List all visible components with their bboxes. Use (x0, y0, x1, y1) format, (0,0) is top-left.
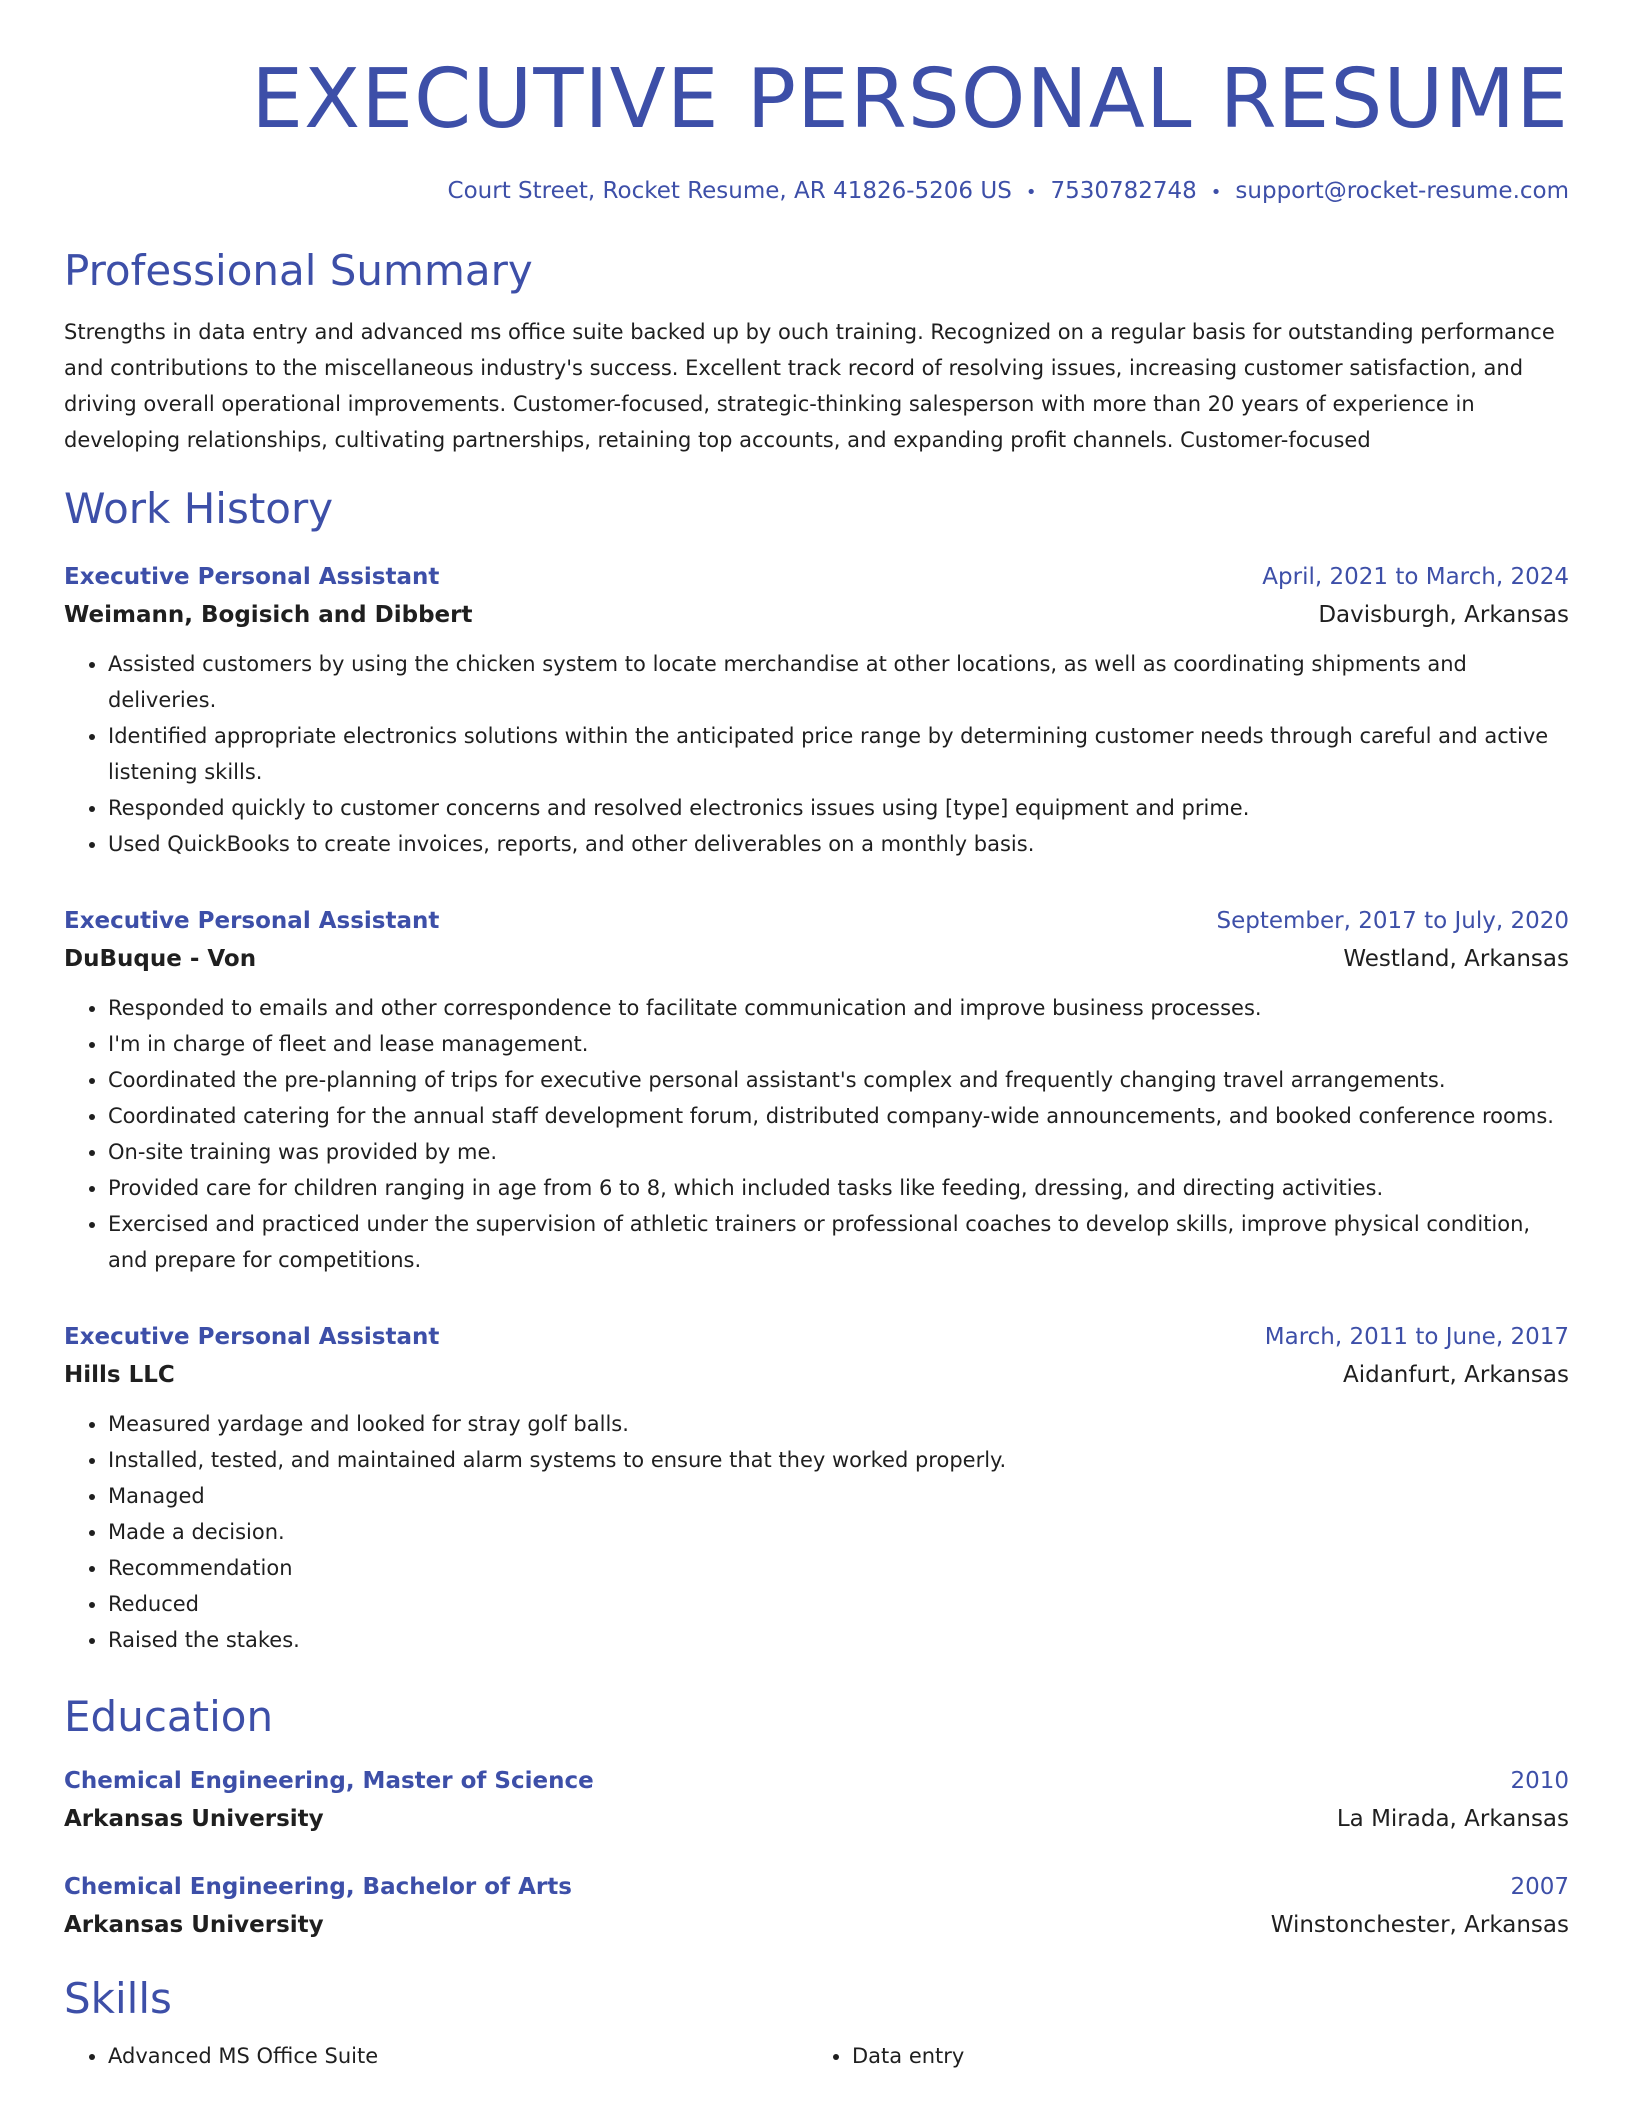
job-entry (64, 1318, 1569, 1658)
skill-item: • Data entry (852, 2038, 1552, 2074)
job-role: Executive Personal Assistant (64, 1324, 440, 1350)
contact-address: Court Street, Rocket Resume, AR 41826-5206 US (447, 178, 1012, 204)
job-bullet: • Provided care for children ranging in age from 6 to 8, which included tasks like feeding, dressing, and directing activities. (108, 1170, 1569, 1206)
job-dates: April, 2021 to March, 2024 (1262, 564, 1569, 590)
job-bullet: • Exercised and practiced under the supervision of athletic trainers or professional coaches to develop skills, improve physical condition, and prepare for competitions. (108, 1206, 1569, 1278)
job-bullet: • On-site training was provided by me. (108, 1134, 1569, 1170)
education-school: Arkansas University (64, 1806, 324, 1832)
job-entry (64, 558, 1569, 862)
job-bullet: • Identified appropriate electronics solutions within the anticipated price range by determining customer needs through careful and active listening skills. (108, 718, 1569, 790)
job-bullets (64, 1406, 1569, 1658)
job-bullet: • Reduced (108, 1586, 1569, 1622)
skills-column-right (808, 2038, 1552, 2074)
separator-dot: • (1025, 182, 1037, 203)
job-bullet: • Recommendation (108, 1550, 1569, 1586)
education-degree: Chemical Engineering, Bachelor of Arts (64, 1874, 572, 1900)
job-bullet: • Assisted customers by using the chicken system to locate merchandise at other locations, as well as coordinating shipments and deliveries. (108, 646, 1569, 718)
resume-page (64, 50, 1569, 2074)
education-school: Arkansas University (64, 1912, 324, 1938)
education-degree: Chemical Engineering, Master of Science (64, 1768, 594, 1794)
job-role: Executive Personal Assistant (64, 908, 440, 934)
job-bullet: • Made a decision. (108, 1514, 1569, 1550)
job-location: Aidanfurt, Arkansas (1342, 1362, 1569, 1388)
skill-item: • Advanced MS Office Suite (108, 2038, 808, 2074)
job-bullet: • Raised the stakes. (108, 1622, 1569, 1658)
job-bullet: • Used QuickBooks to create invoices, reports, and other deliverables on a monthly basis. (108, 826, 1569, 862)
section-title-skills: Skills (64, 1974, 172, 2023)
job-bullet: • Responded to emails and other correspondence to facilitate communication and improve business processes. (108, 990, 1569, 1026)
job-entry (64, 902, 1569, 1278)
section-title-work-history: Work History (64, 484, 334, 533)
job-location: Davisburgh, Arkansas (1318, 602, 1569, 628)
job-employer: Weimann, Bogisich and Dibbert (64, 602, 473, 628)
job-role: Executive Personal Assistant (64, 564, 440, 590)
separator-dot: • (1210, 182, 1222, 203)
contact-line (64, 176, 1569, 208)
education-entry (64, 1762, 1569, 1838)
education-year: 2010 (1510, 1768, 1569, 1794)
job-bullet: • Coordinated the pre-planning of trips for executive personal assistant's complex and frequently changing travel arrangements. (108, 1062, 1569, 1098)
job-dates: March, 2011 to June, 2017 (1264, 1324, 1569, 1350)
section-title-education: Education (64, 1692, 274, 1741)
education-entry (64, 1868, 1569, 1944)
job-bullet: • Managed (108, 1478, 1569, 1514)
job-bullet: • I'm in charge of fleet and lease management. (108, 1026, 1569, 1062)
education-year: 2007 (1510, 1874, 1569, 1900)
resume-title: EXECUTIVE PERSONAL RESUME (251, 52, 1569, 147)
job-employer: Hills LLC (64, 1362, 175, 1388)
job-bullet: • Installed, tested, and maintained alarm systems to ensure that they worked properly. (108, 1442, 1569, 1478)
education-location: La Mirada, Arkansas (1336, 1806, 1569, 1832)
skills-column-left (64, 2038, 808, 2074)
contact-phone[interactable]: 7530782748 (1050, 178, 1197, 204)
education-location: Winstonchester, Arkansas (1270, 1912, 1569, 1938)
contact-email[interactable]: support@rocket-resume.com (1235, 178, 1569, 204)
job-location: Westland, Arkansas (1343, 946, 1569, 972)
job-bullets (64, 646, 1569, 862)
job-dates: September, 2017 to July, 2020 (1216, 908, 1569, 934)
job-bullet: • Measured yardage and looked for stray golf balls. (108, 1406, 1569, 1442)
job-bullets (64, 990, 1569, 1278)
section-title-summary: Professional Summary (64, 246, 533, 295)
summary-text: Strengths in data entry and advanced ms office suite backed up by ouch training. Recognized on a regular basis for outstanding performance and contributions to the miscellaneous industry's success. Excellent track record of resolving issues, increasing customer satisfaction, and driving overall operational improvements. Customer-focused, strategic-thinking salesperson with more than 20 years of experience in developing relationships, cultivating partnerships, retaining top accounts, and expanding profit channels. Customer-focused (64, 320, 1555, 452)
skills-list (64, 2038, 1569, 2074)
job-bullet: • Coordinated catering for the annual staff development forum, distributed company-wide announcements, and booked conference rooms. (108, 1098, 1569, 1134)
job-employer: DuBuque - Von (64, 946, 257, 972)
job-bullet: • Responded quickly to customer concerns and resolved electronics issues using [type] equipment and prime. (108, 790, 1569, 826)
